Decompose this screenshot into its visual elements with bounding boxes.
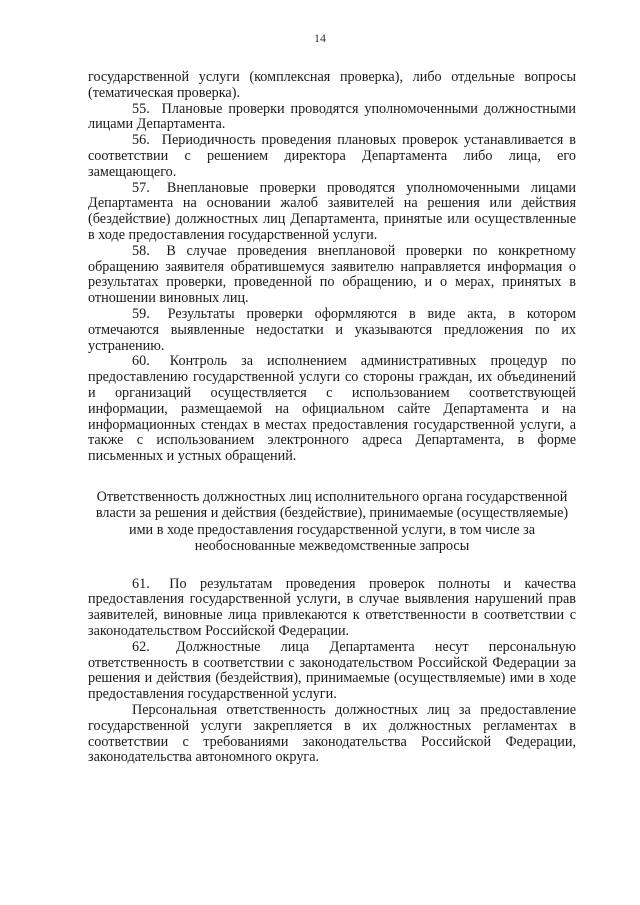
paragraph-number: 58.	[132, 242, 150, 259]
paragraph	[88, 307, 576, 354]
paragraph-number: 62.	[132, 638, 150, 655]
paragraph-text: По результатам проведения проверок полноты и качества предоставления государственной услуги, в случае выявления нарушений прав заявителей, виновные лица привлекаются к ответственности в соответствии с законодательством Российской Федерации.	[88, 575, 576, 639]
paragraph-text: В случае проведения внеплановой проверки по конкретному обращению заявителя обратившемуся заявителю направляется информация о результатах проверки, проведенной по обращению, и о мерах, принятых в отношении виновных лиц.	[88, 242, 577, 307]
paragraph-text: Персональная ответственность должностных лиц за предоставление государственной услуги закрепляется в их должностных регламентах в соответствии с требованиями законодательства Российской Федерации, законодательства автономного округа.	[88, 701, 576, 766]
paragraph-text: Должностные лица Департамента несут персональную ответственность в соответствии с законодательством Российской Федерации за решения и действия (бездействия), принимаемые (осуществляемые) ими в ходе предоставления государственной услуги.	[88, 638, 576, 703]
paragraph-text: Периодичность проведения плановых проверок устанавливается в соответствии с решением директора Департамента либо лица, его замещающего.	[88, 132, 576, 180]
paragraph-text: Контроль за исполнением административных процедур по предоставлению государственной услуги со стороны граждан, их объединений и организаций осуществляется с использованием соответствующей информации, размещаемой на официальном сайте Департамента и на информационных стендах в местах предоставления государственной услуги, а также с использованием электронного адреса Департамента, в форме письменных и устных обращений.	[88, 353, 577, 465]
paragraph-number: 55.	[132, 100, 150, 117]
document-body	[88, 70, 576, 766]
paragraphs-before-heading	[88, 70, 576, 465]
paragraph	[88, 577, 576, 640]
section-heading: Ответственность должностных лиц исполнительного органа государственной власти за решения и действия (бездействие), принимаемые (осуществляемые) ими в ходе предоставления государственной услуги, в том числе за необоснованные межведомственные запросы	[95, 488, 569, 555]
paragraph	[88, 70, 576, 102]
paragraph-text: Плановые проверки проводятся уполномоченными должностными лицами Департамента.	[88, 100, 577, 133]
paragraph	[88, 244, 576, 307]
paragraph	[88, 354, 576, 465]
paragraph	[88, 703, 576, 766]
paragraph	[88, 133, 576, 180]
page-number: 14	[314, 31, 326, 45]
paragraphs-after-heading	[88, 577, 576, 767]
paragraph-number: 61.	[132, 575, 150, 592]
paragraph-text: государственной услуги (комплексная проверка), либо отдельные вопросы (тематическая проверка).	[88, 69, 576, 101]
paragraph-text: Результаты проверки оформляются в виде акта, в котором отмечаются выявленные недостатки и указываются предложения по их устранению.	[88, 305, 576, 354]
paragraph-number: 56.	[132, 132, 150, 149]
paragraph	[88, 102, 576, 134]
paragraph-text: Внеплановые проверки проводятся уполномоченными лицами Департамента на основании жалоб заявителей на решения или действия (бездействие) должностных лиц Департамента, принятые или осуществленные в ходе предоставления государственной услуги.	[88, 179, 577, 243]
paragraph-number: 60.	[132, 353, 150, 370]
paragraph-number: 59.	[132, 305, 150, 322]
paragraph	[88, 181, 576, 244]
paragraph-number: 57.	[132, 179, 150, 196]
paragraph	[88, 640, 576, 703]
